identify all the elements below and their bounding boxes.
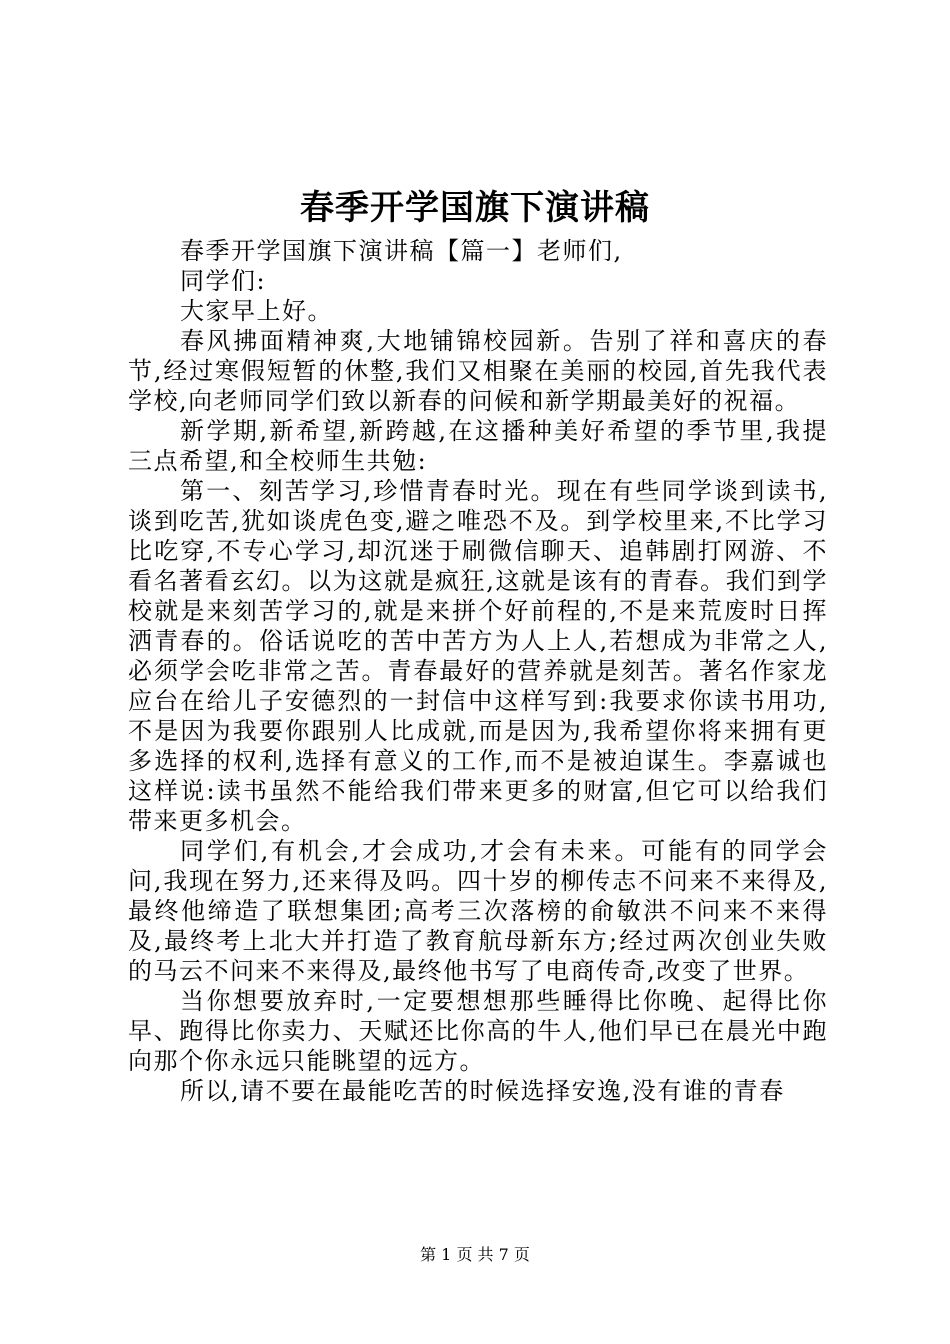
paragraph-opening: 春风拂面精神爽,大地铺锦校园新。告别了祥和喜庆的春节,经过寒假短暂的休整,我们又相聚在美丽的校园,首先我代表学校,向老师同学们致以新春的问候和新学期最美好的祝福。 <box>128 327 828 415</box>
paragraph-greeting-3: 大家早上好。 <box>180 297 333 325</box>
paragraph-point-one: 第一、刻苦学习,珍惜青春时光。现在有些同学谈到读书,谈到吃苦,犹如谈虎色变,避之唯恐不及。到学校里来,不比学习比吃穿,不专心学习,却沉迷于刷微信聊天、追韩剧打网游、不看名著看玄幻。以为这就是疯狂,这就是该有的青春。我们到学校就是来刻苦学习的,就是来拼个好前程的,不是来荒废时日挥洒青春的。俗话说吃的苦中苦方为人上人,若想成为非常之人,必须学会吃非常之苦。青春最好的营养就是刻苦。著名作家龙应台在给儿子安德烈的一封信中这样写到:我要求你读书用功,不是因为我要你跟别人比成就,而是因为,我希望你将来拥有更多选择的权利,选择有意义的工作,而不是被迫谋生。李嘉诚也这样说:读书虽然不能给我们带来更多的财富,但它可以给我们带来更多机会。 <box>128 477 828 835</box>
paragraph-closing-partial: 所以,请不要在最能吃苦的时候选择安逸,没有谁的青春 <box>180 1077 785 1105</box>
document-body <box>128 236 828 1106</box>
paragraph-opportunity: 同学们,有机会,才会成功,才会有未来。可能有的同学会问,我现在努力,还来得及吗。四十岁的柳传志不问来不来得及,最终他缔造了联想集团;高考三次落榜的俞敏洪不问来不来得及,最终考上北大并打造了教育航母新东方;经过两次创业失败的马云不问来不来得及,最终他书写了电商传奇,改变了世界。 <box>128 837 828 985</box>
paragraph-intro-hopes: 新学期,新希望,新跨越,在这播种美好希望的季节里,我提三点希望,和全校师生共勉: <box>128 417 828 475</box>
paragraph-dont-give-up: 当你想要放弃时,一定要想想那些睡得比你晚、起得比你早、跑得比你卖力、天赋还比你高的牛人,他们早已在晨光中跑向那个你永远只能眺望的远方。 <box>128 987 828 1075</box>
page-number-footer: 第 1 页 共 7 页 <box>420 1245 530 1264</box>
paragraph-greeting-1: 春季开学国旗下演讲稿【篇一】老师们, <box>180 237 623 265</box>
document-title: 春季开学国旗下演讲稿 <box>300 188 650 228</box>
paragraph-greeting-2: 同学们: <box>180 267 267 295</box>
